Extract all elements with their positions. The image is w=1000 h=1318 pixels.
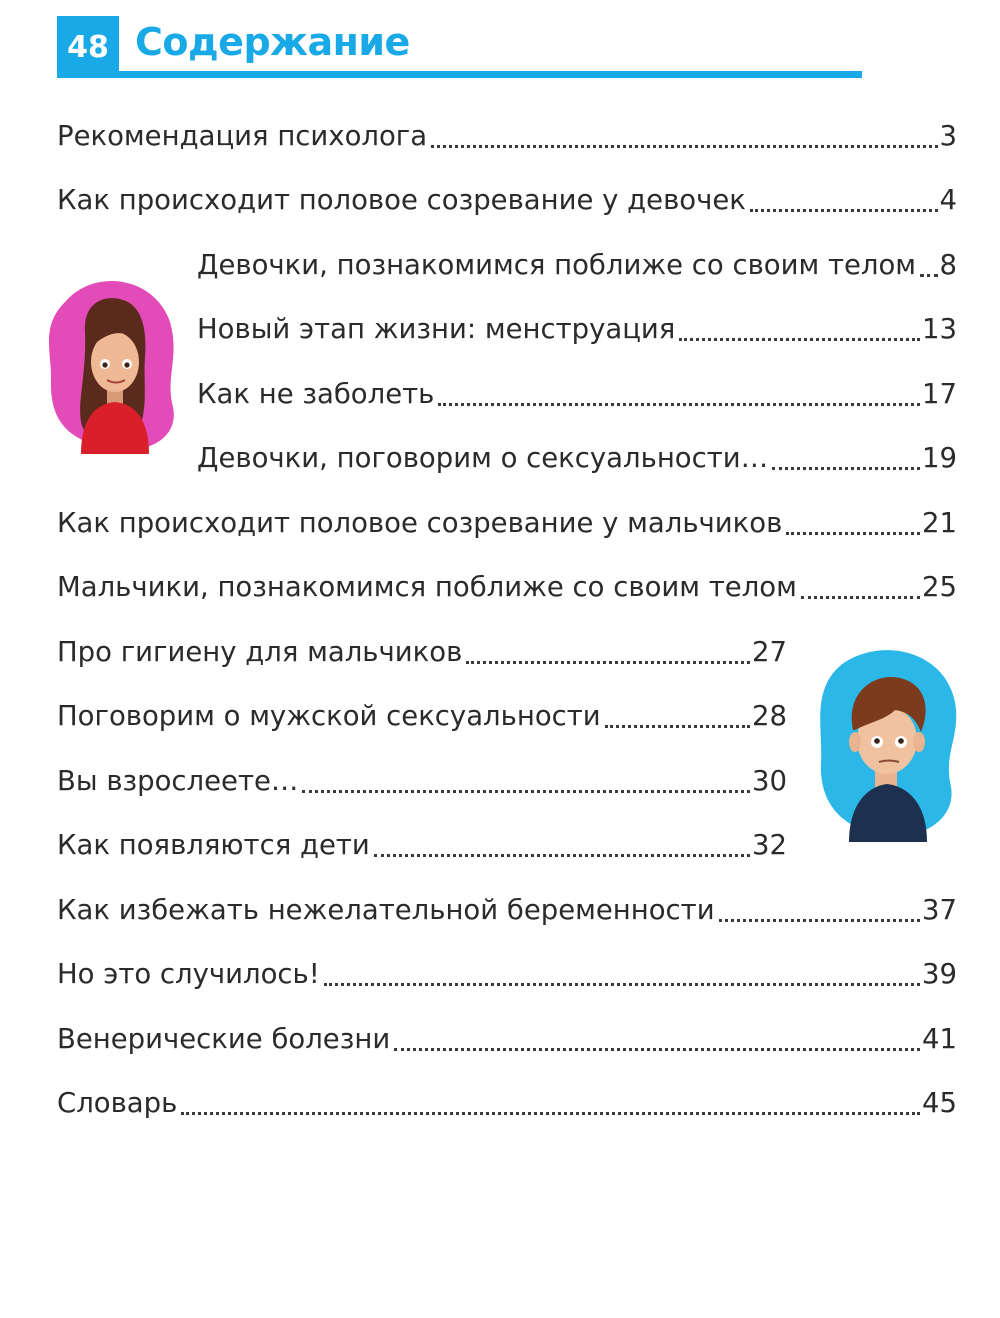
toc-item-label: Вы взрослеете… — [57, 765, 299, 797]
toc-item-page: 30 — [752, 765, 787, 797]
toc-item-page: 8 — [939, 249, 957, 281]
toc-leader — [302, 790, 750, 793]
toc-item-page: 39 — [922, 958, 957, 990]
toc-item-label: Как происходит половое созревание у мальчиков — [57, 507, 783, 539]
page-number: 48 — [57, 16, 119, 78]
toc-item[interactable] — [57, 634, 787, 674]
toc-item-label: Поговорим о мужской сексуальности — [57, 700, 601, 732]
toc-item-label: Девочки, поговорим о сексуальности… — [197, 442, 769, 474]
toc-leader — [605, 725, 750, 728]
toc-item-page: 4 — [939, 184, 957, 216]
toc-leader — [772, 467, 920, 470]
toc-leader — [801, 596, 920, 599]
toc-item[interactable] — [57, 118, 957, 158]
toc-item[interactable] — [57, 1085, 957, 1125]
toc-item-label: Как появляются дети — [57, 829, 370, 861]
toc-leader — [374, 854, 750, 857]
toc-item-label: Венерические болезни — [57, 1023, 391, 1055]
toc-item[interactable] — [197, 376, 957, 416]
toc-leader — [324, 983, 920, 986]
toc-item[interactable] — [57, 182, 957, 222]
toc-leader — [394, 1048, 920, 1051]
page-title: Содержание — [135, 20, 410, 64]
toc-item-page: 28 — [752, 700, 787, 732]
toc-item-page: 3 — [939, 120, 957, 152]
toc-item-page: 41 — [922, 1023, 957, 1055]
toc-item-page: 19 — [922, 442, 957, 474]
toc-item[interactable] — [197, 440, 957, 480]
toc-leader — [466, 661, 750, 664]
toc-item-page: 37 — [922, 894, 957, 926]
toc-item-page: 25 — [922, 571, 957, 603]
header-rule — [57, 71, 862, 78]
toc-item[interactable] — [57, 698, 787, 738]
toc-leader — [181, 1112, 920, 1115]
toc-item-label: Девочки, познакомимся поближе со своим телом — [197, 249, 917, 281]
boy-avatar-icon — [815, 642, 959, 842]
toc-item-page: 27 — [752, 636, 787, 668]
toc-leader — [431, 145, 937, 148]
toc-item-label: Но это случилось! — [57, 958, 320, 990]
toc-leader — [786, 532, 920, 535]
toc-item-label: Мальчики, познакомимся поближе со своим телом — [57, 571, 797, 603]
toc-item[interactable] — [197, 247, 957, 287]
toc-leader — [679, 338, 920, 341]
toc-item-label: Про гигиену для мальчиков — [57, 636, 463, 668]
toc-item[interactable] — [57, 505, 957, 545]
toc-item[interactable] — [57, 956, 957, 996]
toc-item[interactable] — [57, 569, 957, 609]
toc-item-label: Как не заболеть — [197, 378, 435, 410]
toc-leader — [750, 209, 938, 212]
toc-item-page: 13 — [922, 313, 957, 345]
toc-item-label: Словарь — [57, 1087, 178, 1119]
page-header — [57, 16, 862, 80]
toc-item-page: 21 — [922, 507, 957, 539]
toc-item-label: Новый этап жизни: менструация — [197, 313, 676, 345]
toc-leader — [719, 919, 920, 922]
toc-leader — [920, 274, 937, 277]
toc-item[interactable] — [197, 311, 957, 351]
toc-item[interactable] — [57, 827, 787, 867]
toc-item-label: Рекомендация психолога — [57, 120, 428, 152]
toc-item[interactable] — [57, 763, 787, 803]
toc-item[interactable] — [57, 892, 957, 932]
toc-item-page: 17 — [922, 378, 957, 410]
toc-item-page: 45 — [922, 1087, 957, 1119]
toc-item-label: Как избежать нежелательной беременности — [57, 894, 715, 926]
girl-avatar-icon — [45, 272, 177, 454]
toc-item-label: Как происходит половое созревание у девочек — [57, 184, 746, 216]
toc-item-page: 32 — [752, 829, 787, 861]
toc-leader — [438, 403, 920, 406]
toc-item[interactable] — [57, 1021, 957, 1061]
